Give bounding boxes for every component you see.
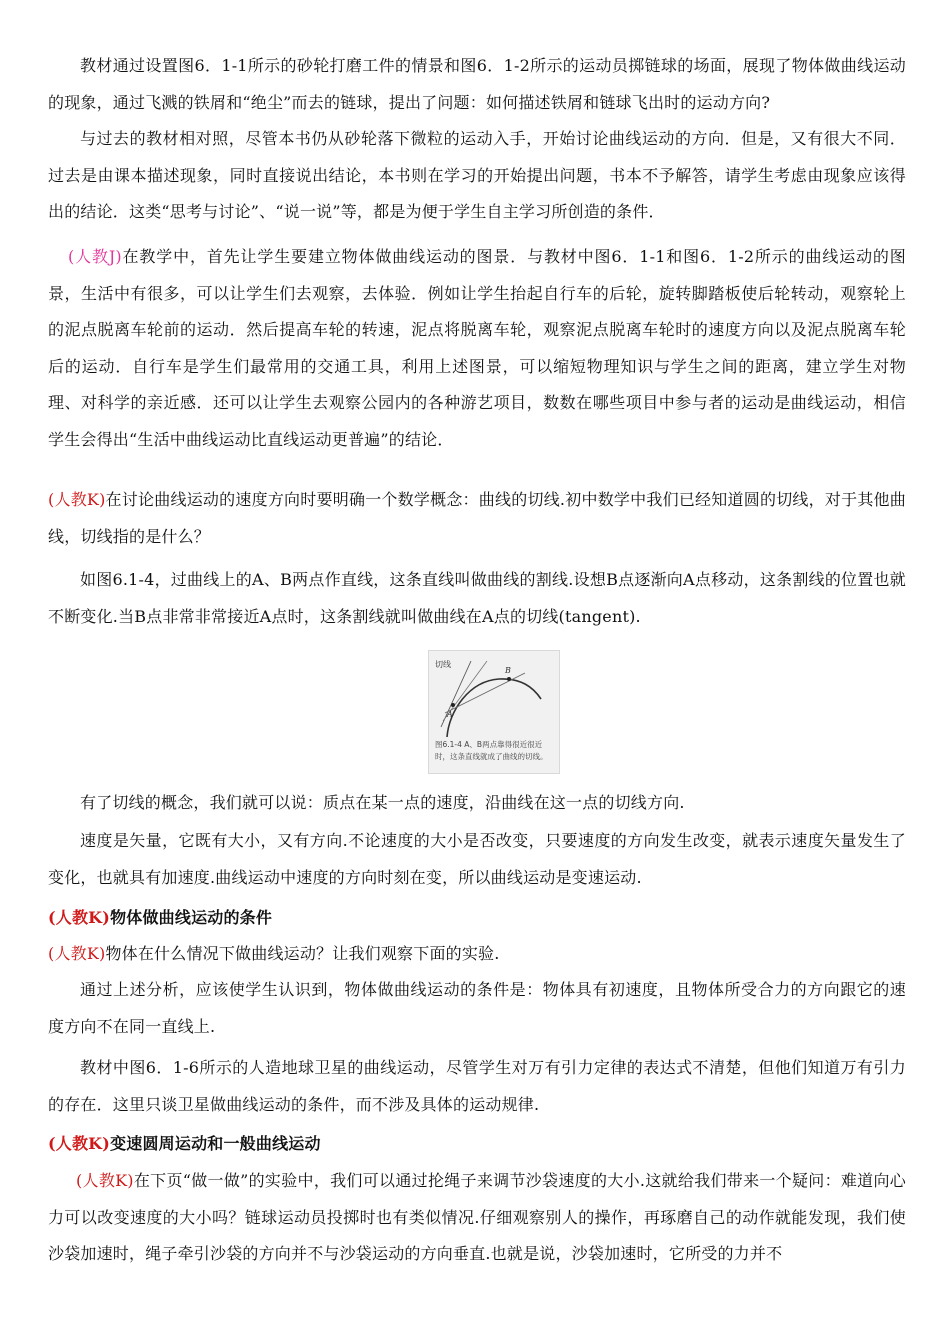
tangent-label: 切线 — [435, 660, 451, 669]
paragraph-6: 有了切线的概念，我们就可以说：质点在某一点的速度，沿曲线在这一点的切线方向. — [80, 793, 685, 812]
paragraph-2: 与过去的教材相对照，尽管本书仍从砂轮落下微粒的运动入手，开始讨论曲线运动的方向．但是，又有很大不同．过去是由课本描述现象，同时直接说出结论，本书则在学习的开始提出问题，书本不予解答，请学生考虑由现象应该得出的结论．这类“思考与讨论”、“说一说”等，都是为便于学生自主学习所创造的条件． — [48, 129, 906, 221]
source-tag: (人教K) — [48, 490, 106, 509]
section-heading-1: (人教K)物体做曲线运动的条件 — [48, 908, 273, 927]
tangent-figure — [428, 650, 560, 774]
section-heading-2: (人教K)变速圆周运动和一般曲线运动 — [48, 1134, 321, 1153]
paragraph-8: (人教K)物体在什么情况下做曲线运动？让我们观察下面的实验. — [48, 944, 500, 963]
curve-diagram — [429, 651, 559, 741]
source-tag: (人教K) — [48, 1134, 111, 1153]
figure-caption: 图6.1-4 A、B两点靠得很近很近时，这条直线就成了曲线的切线。 — [435, 740, 548, 761]
paragraph-1: 教材通过设置图6．1-1所示的砂轮打磨工件的情景和图6．1-2所示的运动员掷链球的场面，展现了物体做曲线运动的现象，通过飞溅的铁屑和“绝尘”而去的链球，提出了问题：如何描述铁屑和链球飞出时的运动方向? — [48, 56, 906, 112]
point-b-label: B — [505, 666, 511, 675]
source-tag: (人教J) — [68, 247, 122, 266]
paragraph-4: (人教K)在讨论曲线运动的速度方向时要明确一个数学概念：曲线的切线.初中数学中我们已经知道圆的切线，对于其他曲线，切线指的是什么？ — [48, 490, 906, 546]
source-tag: (人教K) — [48, 908, 111, 927]
paragraph-5: 如图6.1-4，过曲线上的A、B两点作直线，这条直线叫做曲线的割线.设想B点逐渐向A点移动，这条割线的位置也就不断变化.当B点非常非常接近A点时，这条割线就叫做曲线在A点的切线(tangent). — [48, 570, 906, 626]
paragraph-10: 教材中图6．1-6所示的人造地球卫星的曲线运动，尽管学生对万有引力定律的表达式不清楚，但他们知道万有引力的存在．这里只谈卫星做曲线运动的条件，而不涉及具体的运动规律. — [48, 1058, 906, 1114]
paragraph-11: (人教K)在下页“做一做”的实验中，我们可以通过抡绳子来调节沙袋速度的大小.这就给我们带来一个疑问：难道向心力可以改变速度的大小吗？链球运动员投掷时也有类似情况.仔细观察别人的操作，再琢磨自己的动作就能发现，我们使沙袋加速时，绳子牵引沙袋的方向并不与沙袋运动的方向垂直.也就是说，沙袋加速时，它所受的力并不 — [48, 1171, 906, 1263]
paragraph-3: (人教J)在教学中，首先让学生要建立物体做曲线运动的图景．与教材中图6．1-1和图6．1-2所示的曲线运动的图景，生活中有很多，可以让学生们去观察，去体验．例如让学生抬起自行车的后轮，旋转脚踏板使后轮转动，观察轮上的泥点脱离车轮前的运动．然后提高车轮的转速，泥点将脱离车轮，观察泥点脱离车轮时的速度方向以及泥点脱离车轮后的运动．自行车是学生们最常用的交通工具，利用上述图景，可以缩短物理知识与学生之间的距离，建立学生对物理、对科学的亲近感．还可以让学生去观察公园内的各种游艺项目，数数在哪些项目中参与者的运动是曲线运动，相信学生会得出“生活中曲线运动比直线运动更普遍”的结论． — [48, 247, 906, 449]
paragraph-9: 通过上述分析，应该使学生认识到，物体做曲线运动的条件是：物体具有初速度，且物体所受合力的方向跟它的速度方向不在同一直线上. — [48, 980, 906, 1036]
source-tag: (人教K) — [76, 1171, 134, 1190]
point-a-label: A — [447, 710, 453, 719]
paragraph-7: 速度是矢量，它既有大小，又有方向.不论速度的大小是否改变，只要速度的方向发生改变，就表示速度矢量发生了变化，也就具有加速度.曲线运动中速度的方向时刻在变，所以曲线运动是变速运动. — [48, 831, 906, 887]
source-tag: (人教K) — [48, 944, 106, 963]
